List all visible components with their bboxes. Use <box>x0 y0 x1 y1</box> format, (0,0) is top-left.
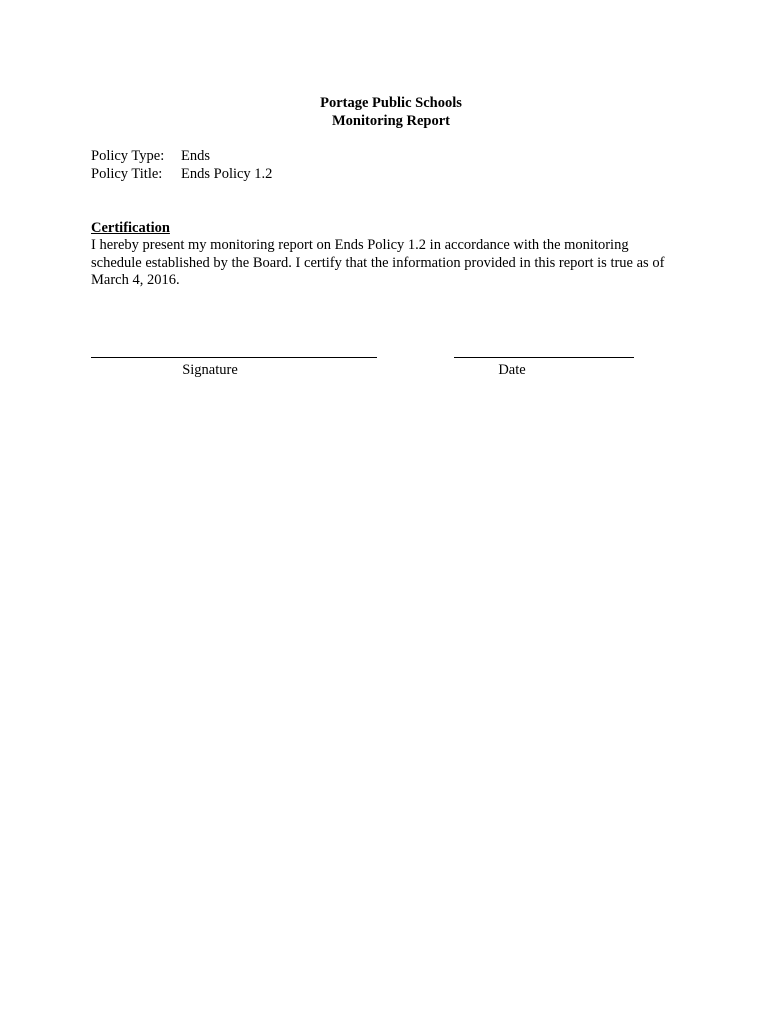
policy-title-value: Ends Policy 1.2 <box>181 166 273 182</box>
certification-statement: I hereby present my monitoring report on Ends Policy 1.2 in accordance with the monitoring schedule established by the Board. I certify that the information provided in this report is true as of March 4, 2016. <box>91 237 665 288</box>
signature-label: Signature <box>182 362 238 378</box>
policy-title-label: Policy Title: <box>91 166 163 182</box>
organization-name: Portage Public Schools <box>320 95 462 111</box>
policy-info <box>91 147 272 183</box>
certification-heading: Certification <box>91 220 170 236</box>
date-label: Date <box>498 362 526 378</box>
policy-type-row <box>91 147 272 165</box>
date-line <box>454 357 634 358</box>
document-header <box>0 94 770 130</box>
policy-type-value: Ends <box>181 148 210 164</box>
policy-type-label: Policy Type: <box>91 148 165 164</box>
policy-title-row <box>91 165 272 183</box>
report-title: Monitoring Report <box>332 113 450 129</box>
signature-line <box>91 357 377 358</box>
